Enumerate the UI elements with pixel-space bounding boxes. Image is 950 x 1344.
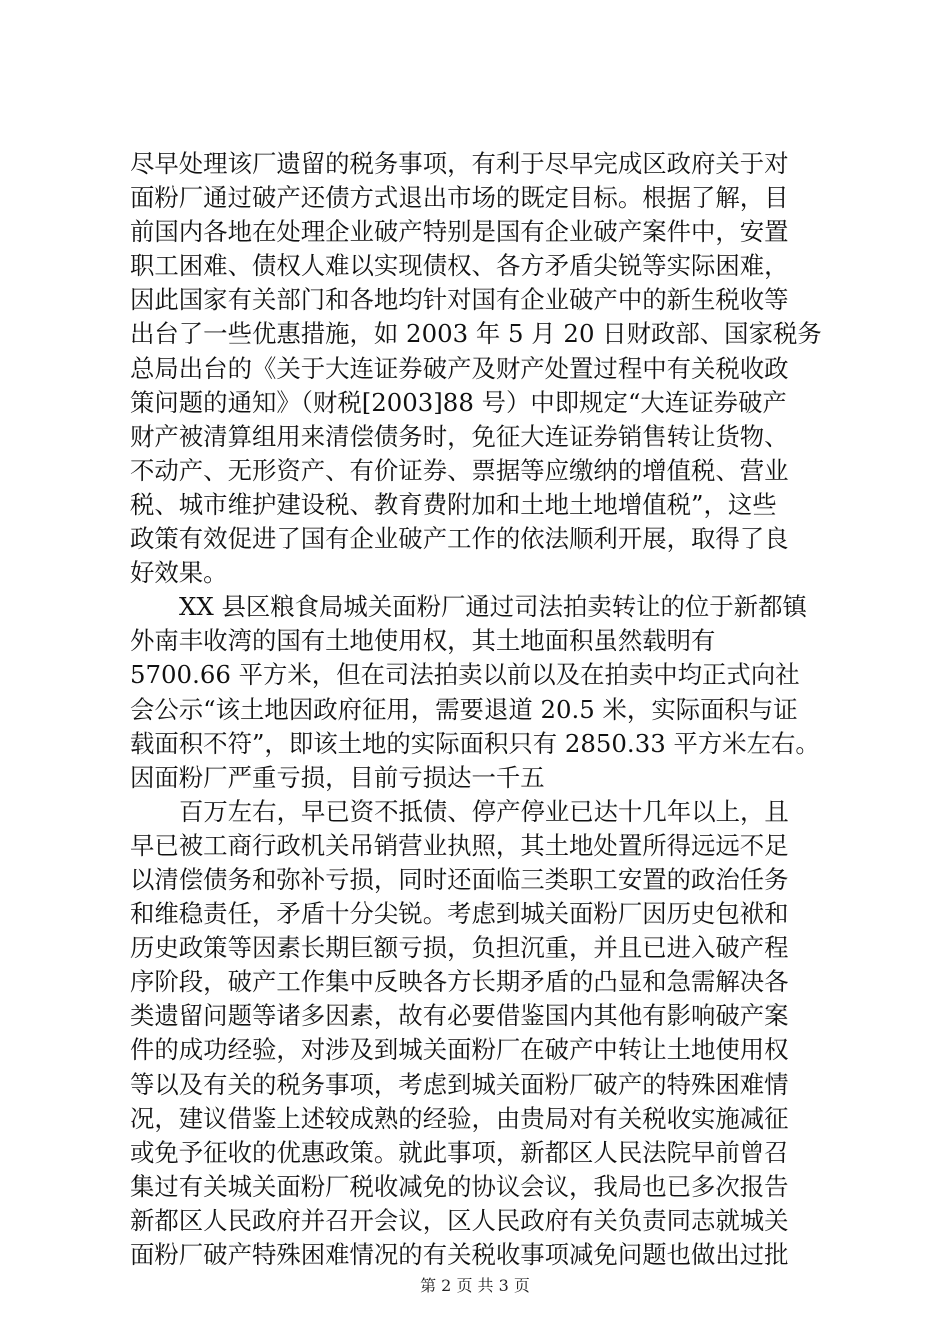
text-line: 政策有效促进了国有企业破产工作的依法顺利开展，取得了良 [130,524,789,554]
text-line: 策问题的通知》（财税[2003]88 号）中即规定“大连证券破产 [130,387,787,417]
page-number-footer: 第 2 页 共 3 页 [420,1276,530,1295]
text-line: 财产被清算组用来清偿债务时，免征大连证券销售转让货物、 [130,421,789,451]
text-line: 税、城市维护建设税、教育费附加和土地土地增值税”，这些 [130,489,777,519]
text-line: 因此国家有关部门和各地均针对国有企业破产中的新生税收等 [130,285,789,315]
text-line: 载面积不符”，即该土地的实际面积只有 2850.33 平方米左右。 [130,728,820,758]
text-line: 历史政策等因素长期巨额亏损，负担沉重，并且已进入破产程 [130,933,789,963]
text-line: 职工困难、债权人难以实现债权、各方矛盾尖锐等实际困难， [130,251,789,281]
text-line: 面粉厂破产特殊困难情况的有关税收事项减免问题也做出过批 [130,1240,789,1269]
text-line: 和维稳责任，矛盾十分尖锐。考虑到城关面粉厂因历史包袱和 [130,899,789,929]
text-line: 5700.66 平方米，但在司法拍卖以前以及在拍卖中均正式向社 [130,660,800,690]
text-line: 出台了一些优惠措施，如 2003 年 5 月 20 日财政部、国家税务 [130,319,822,349]
text-line: 类遗留问题等诸多因素，故有必要借鉴国内其他有影响破产案 [130,1001,789,1031]
text-line: 不动产、无形资产、有价证券、票据等应缴纳的增值税、营业 [130,455,789,485]
text-line: 因面粉厂严重亏损，目前亏损达一千五 [130,762,545,792]
text-line: 以清偿债务和弥补亏损，同时还面临三类职工安置的政治任务 [130,864,789,894]
text-line: 集过有关城关面粉厂税收减免的协议会议，我局也已多次报告 [130,1171,789,1201]
text-line: 面粉厂通过破产还债方式退出市场的既定目标。根据了解，目 [130,183,789,213]
text-line: 外南丰收湾的国有土地使用权，其土地面积虽然载明有 [130,626,716,656]
text-line: 况，建议借鉴上述较成熟的经验，由贵局对有关税收实施减征 [130,1103,789,1133]
text-line: 新都区人民政府并召开会议，区人民政府有关负责同志就城关 [130,1205,789,1235]
text-line: 总局出台的《关于大连证券破产及财产处置过程中有关税收政 [130,353,789,383]
text-line: 或免予征收的优惠政策。就此事项，新都区人民法院早前曾召 [130,1137,789,1167]
paragraph-first-line: XX 县区粮食局城关面粉厂通过司法拍卖转让的位于新都镇 [179,592,807,622]
text-line: 好效果。 [130,558,228,588]
text-line: 等以及有关的税务事项，考虑到城关面粉厂破产的特殊困难情 [130,1069,789,1099]
text-line: 尽早处理该厂遗留的税务事项，有利于尽早完成区政府关于对 [130,149,789,178]
text-line: 件的成功经验，对涉及到城关面粉厂在破产中转让土地使用权 [130,1035,789,1065]
body-text [130,147,826,1272]
text-line: 会公示“该土地因政府征用，需要退道 20.5 米，实际面积与证 [130,694,798,724]
text-line: 前国内各地在处理企业破产特别是国有企业破产案件中，安置 [130,217,789,247]
text-line: 早已被工商行政机关吊销营业执照，其土地处置所得远远不足 [130,830,789,860]
paragraph-first-line: 百万左右，早已资不抵债、停产停业已达十几年以上，且 [179,796,789,826]
text-line: 序阶段，破产工作集中反映各方长期矛盾的凸显和急需解决各 [130,967,789,997]
